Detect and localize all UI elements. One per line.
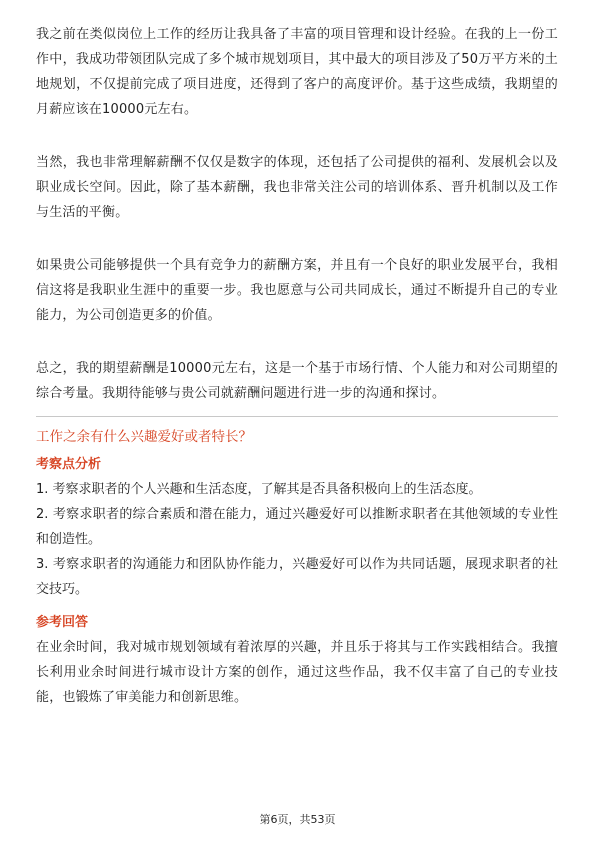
paragraph: 如果贵公司能够提供一个具有竞争力的薪酬方案，并且有一个良好的职业发展平台，我相信这将是我职业生涯中的重要一步。我也愿意与公司共同成长，通过不断提升自己的专业能力，为公司创造更多的价值。 xyxy=(36,258,558,323)
analysis-item: 3. 考察求职者的沟通能力和团队协作能力，兴趣爱好可以作为共同话题，展现求职者的社交技巧。 xyxy=(36,557,558,597)
paragraph-gap xyxy=(36,225,558,253)
section-divider xyxy=(36,416,558,417)
paragraph: 总之，我的期望薪酬是10000元左右，这是一个基于市场行情、个人能力和对公司期望的综合考量。我期待能够与贵公司就薪酬问题进行进一步的沟通和探讨。 xyxy=(36,361,558,401)
answer-text: 在业余时间，我对城市规划领域有着浓厚的兴趣，并且乐于将其与工作实践相结合。我擅长利用业余时间进行城市设计方案的创作，通过这些作品，我不仅丰富了自己的专业技能，也锻炼了审美能力和创新思维。 xyxy=(36,640,558,705)
paragraph-gap xyxy=(36,122,558,150)
page-number: 第6页，共53页 xyxy=(259,813,336,826)
answer-heading: 参考回答 xyxy=(36,615,89,630)
interview-question: 工作之余有什么兴趣爱好或者特长？ xyxy=(36,429,252,445)
paragraph: 当然，我也非常理解薪酬不仅仅是数字的体现，还包括了公司提供的福利、发展机会以及职业成长空间。因此，除了基本薪酬，我也非常关注公司的培训体系、晋升机制以及工作与生活的平衡。 xyxy=(36,155,558,220)
analysis-item: 2. 考察求职者的综合素质和潜在能力，通过兴趣爱好可以推断求职者在其他领域的专业性和创造性。 xyxy=(36,507,558,547)
document-content xyxy=(36,22,558,710)
analysis-item: 1. 考察求职者的个人兴趣和生活态度，了解其是否具备积极向上的生活态度。 xyxy=(36,482,482,497)
analysis-heading: 考察点分析 xyxy=(36,457,102,472)
paragraph: 我之前在类似岗位上工作的经历让我具备了丰富的项目管理和设计经验。在我的上一份工作中，我成功带领团队完成了多个城市规划项目，其中最大的项目涉及了50万平方米的土地规划，不仅提前完成了项目进度，还得到了客户的高度评价。基于这些成绩，我期望的月薪应该在10000元左右。 xyxy=(36,27,558,117)
paragraph-gap xyxy=(36,328,558,356)
